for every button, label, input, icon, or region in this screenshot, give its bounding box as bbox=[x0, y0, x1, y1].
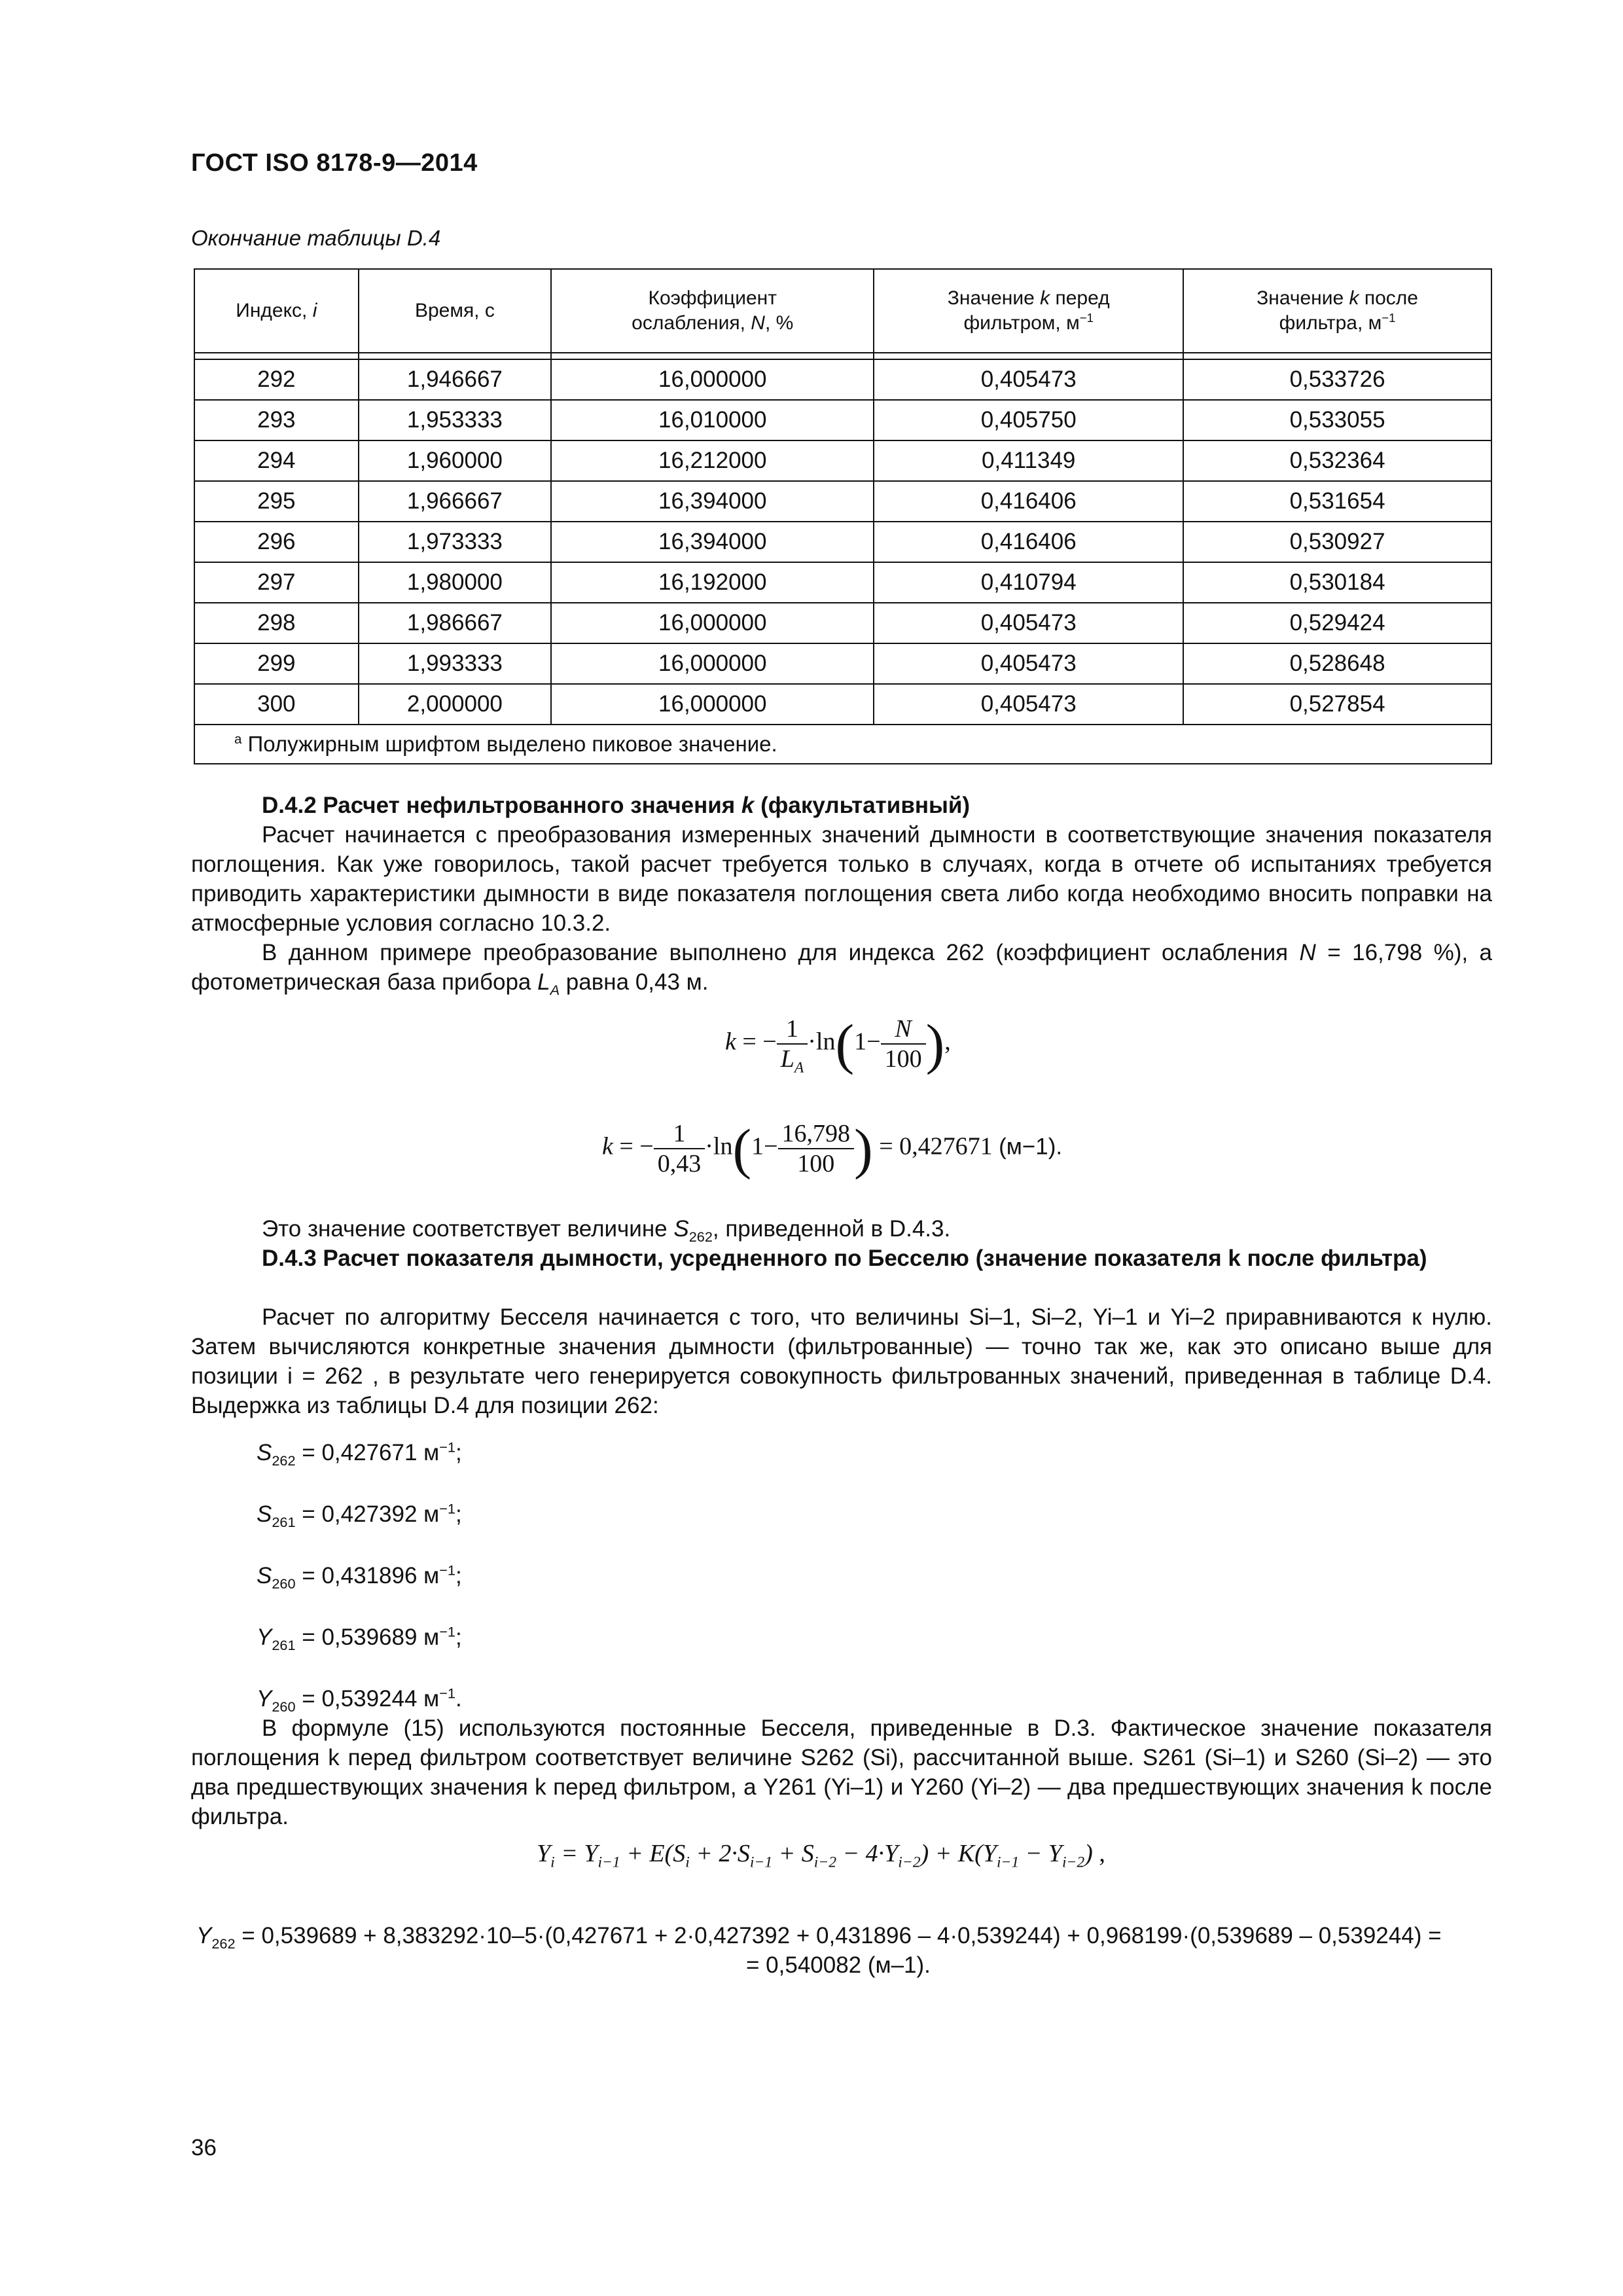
table-cell: 16,394000 bbox=[551, 522, 874, 562]
document-header: ГОСТ ISO 8178-9—2014 bbox=[191, 149, 478, 177]
value-line: $S_{260} = 0,431896$ $м^{-1}$; bbox=[257, 1562, 462, 1592]
table-row bbox=[194, 684, 1491, 725]
col-header-index: Индекс, i bbox=[194, 269, 359, 353]
table-cell: 299 bbox=[194, 643, 359, 684]
table-cell: 0,405750 bbox=[874, 400, 1183, 440]
col-header-k-after: Значение k после фильтра, $м^{-1}$ bbox=[1183, 269, 1491, 353]
table-footnote-row bbox=[194, 725, 1491, 764]
table-d4 bbox=[194, 268, 1492, 764]
table-cell: 0,530184 bbox=[1183, 562, 1491, 603]
table-cell: 0,405473 bbox=[874, 359, 1183, 400]
table-cell: 300 bbox=[194, 684, 359, 725]
table-footnote: $^a$ Полужирным шрифтом выделено пиковое значение. bbox=[194, 725, 1491, 764]
table-cell: 0,529424 bbox=[1183, 603, 1491, 643]
table-row bbox=[194, 562, 1491, 603]
table-cell: 295 bbox=[194, 481, 359, 522]
value-line: $Y_{261} = 0,539689$ $м^{-1}$; bbox=[257, 1623, 462, 1653]
table-cell: 1,973333 bbox=[359, 522, 552, 562]
table-cell: 0,527854 bbox=[1183, 684, 1491, 725]
table-cell: 16,000000 bbox=[551, 359, 874, 400]
section-d43-heading: D.4.3 Расчет показателя дымности, усредненного по Бесселю (значение показателя k после фильтра) bbox=[262, 1246, 1427, 1271]
table-caption: Окончание таблицы D.4 bbox=[191, 226, 441, 250]
table-cell: 296 bbox=[194, 522, 359, 562]
table-cell: 0,405473 bbox=[874, 603, 1183, 643]
formula-y262-line1: $Y_{262} = 0,539689 + 8,383292\cdot 10-5\cdot(0,427671 + 2\cdot 0,427392 + 0,431896 - 4\cdot 0,539244) + 0,968199\cdot(0,539689 - 0,539244)$ = bbox=[196, 1923, 1442, 1952]
table-cell: 292 bbox=[194, 359, 359, 400]
table-cell: 0,533726 bbox=[1183, 359, 1491, 400]
value-line: $Y_{260} = 0,539244$ $м^{-1}$. bbox=[257, 1685, 462, 1715]
table-cell: 0,416406 bbox=[874, 522, 1183, 562]
formula-k-general: k = − $\frac{1}{L_A}$ ·ln(1− $\frac{N}{100}$ ), bbox=[725, 1013, 951, 1077]
table-cell: 0,405473 bbox=[874, 643, 1183, 684]
table-cell: 1,953333 bbox=[359, 400, 552, 440]
table-cell: 1,960000 bbox=[359, 440, 552, 481]
table-cell: 1,966667 bbox=[359, 481, 552, 522]
table-cell: 16,394000 bbox=[551, 481, 874, 522]
table-body bbox=[194, 359, 1491, 725]
page-number: 36 bbox=[191, 2135, 217, 2161]
section-d42-paragraph-3: Это значение соответствует величине $S_{262}$, приведенной в D.4.3. bbox=[262, 1216, 951, 1245]
section-d42-heading: D.4.2 Расчет нефильтрованного значения k (факультативный) bbox=[262, 793, 971, 818]
section-d43-paragraph-2: В формуле (15) используются постоянные Бесселя, приведенные в D.3. Фактическое значение показателя поглощения k перед фильтром соответствует величине S262 (Si), рассчитанной выше. S261 (Si–1) и S260 (Si–2) — это два предшествующих значения k перед фильтром, а Y261 (Yi–1) и Y260 (Yi–2) — два предшествующих значения k после фильтра. bbox=[191, 1715, 1492, 1829]
table-cell: 16,000000 bbox=[551, 603, 874, 643]
table-cell: 16,010000 bbox=[551, 400, 874, 440]
formula-bessel: $Y_i = Y_{i-1} + E(S_i + 2\cdot S_{i-1} + S_{i-2} - 4\cdot Y_{i-2}) + K(Y_{i-1} - Y_{i-2})$ , bbox=[537, 1840, 1105, 1871]
formula-y262-line2: = 0,540082 (м–1). bbox=[746, 1952, 931, 1978]
table-cell: 0,530927 bbox=[1183, 522, 1491, 562]
section-d43-paragraph-1: Расчет по алгоритму Бесселя начинается с того, что величины Si–1, Si–2, Yi–1 и Yi–2 приравниваются к нулю. Затем вычисляются конкретные значения дымности (фильтрованные) — точно так же, как это описано выше для позиции i = 262 , в результате чего генерируется совокупность фильтрованных значений, приведенная в таблице D.4. Выдержка из таблицы D.4 для позиции 262: bbox=[191, 1304, 1492, 1418]
col-header-n: Коэффициент ослабления, N, % bbox=[551, 269, 874, 353]
table-row bbox=[194, 359, 1491, 400]
col-header-k-before: Значение k перед фильтром, $м^{-1}$ bbox=[874, 269, 1183, 353]
table-cell: 0,416406 bbox=[874, 481, 1183, 522]
table-cell: 1,986667 bbox=[359, 603, 552, 643]
table-cell: 0,528648 bbox=[1183, 643, 1491, 684]
table-cell: 16,000000 bbox=[551, 643, 874, 684]
section-d42-paragraph-1: Расчет начинается с преобразования измеренных значений дымности в соответствующие значения показателя поглощения. Как уже говорилось, такой расчет требуется только в случаях, когда в отчете об испытаниях требуется приводить характеристики дымности в виде показателя поглощения света либо когда необходимо вносить поправки на атмосферные условия согласно 10.3.2. bbox=[191, 822, 1492, 936]
table-cell: 298 bbox=[194, 603, 359, 643]
table-cell: 16,000000 bbox=[551, 684, 874, 725]
table-cell: 0,405473 bbox=[874, 684, 1183, 725]
table-cell: 0,410794 bbox=[874, 562, 1183, 603]
table-row bbox=[194, 522, 1491, 562]
col-header-time: Время, с bbox=[359, 269, 552, 353]
table-cell: 294 bbox=[194, 440, 359, 481]
table-row bbox=[194, 603, 1491, 643]
value-line: $S_{261} = 0,427392$ $м^{-1}$; bbox=[257, 1500, 462, 1530]
value-line: $S_{262} = 0,427671$ $м^{-1}$; bbox=[257, 1439, 462, 1469]
table-cell: 0,533055 bbox=[1183, 400, 1491, 440]
table-cell: 0,531654 bbox=[1183, 481, 1491, 522]
table-cell: 297 bbox=[194, 562, 359, 603]
table-row bbox=[194, 481, 1491, 522]
table-cell: 1,980000 bbox=[359, 562, 552, 603]
table-cell: 0,411349 bbox=[874, 440, 1183, 481]
table-cell: 1,946667 bbox=[359, 359, 552, 400]
table-cell: 293 bbox=[194, 400, 359, 440]
table-header-row bbox=[194, 269, 1491, 353]
table-cell: 0,532364 bbox=[1183, 440, 1491, 481]
table-row bbox=[194, 643, 1491, 684]
formula-k-numeric: k = − $\frac{1}{0,43}$ ·ln(1− $\frac{16,798}{100}$ ) = 0,427671 (м−1). bbox=[602, 1117, 1063, 1180]
table-cell: 16,192000 bbox=[551, 562, 874, 603]
table-cell: 2,000000 bbox=[359, 684, 552, 725]
table-cell: 16,212000 bbox=[551, 440, 874, 481]
section-d42-paragraph-2: В данном примере преобразование выполнено для индекса 262 (коэффициент ослабления N = 16,798 %), а фотометрическая база прибора $L_A$ равна 0,43 м. bbox=[191, 940, 1492, 998]
table-row bbox=[194, 400, 1491, 440]
table-row bbox=[194, 440, 1491, 481]
table-cell: 1,993333 bbox=[359, 643, 552, 684]
